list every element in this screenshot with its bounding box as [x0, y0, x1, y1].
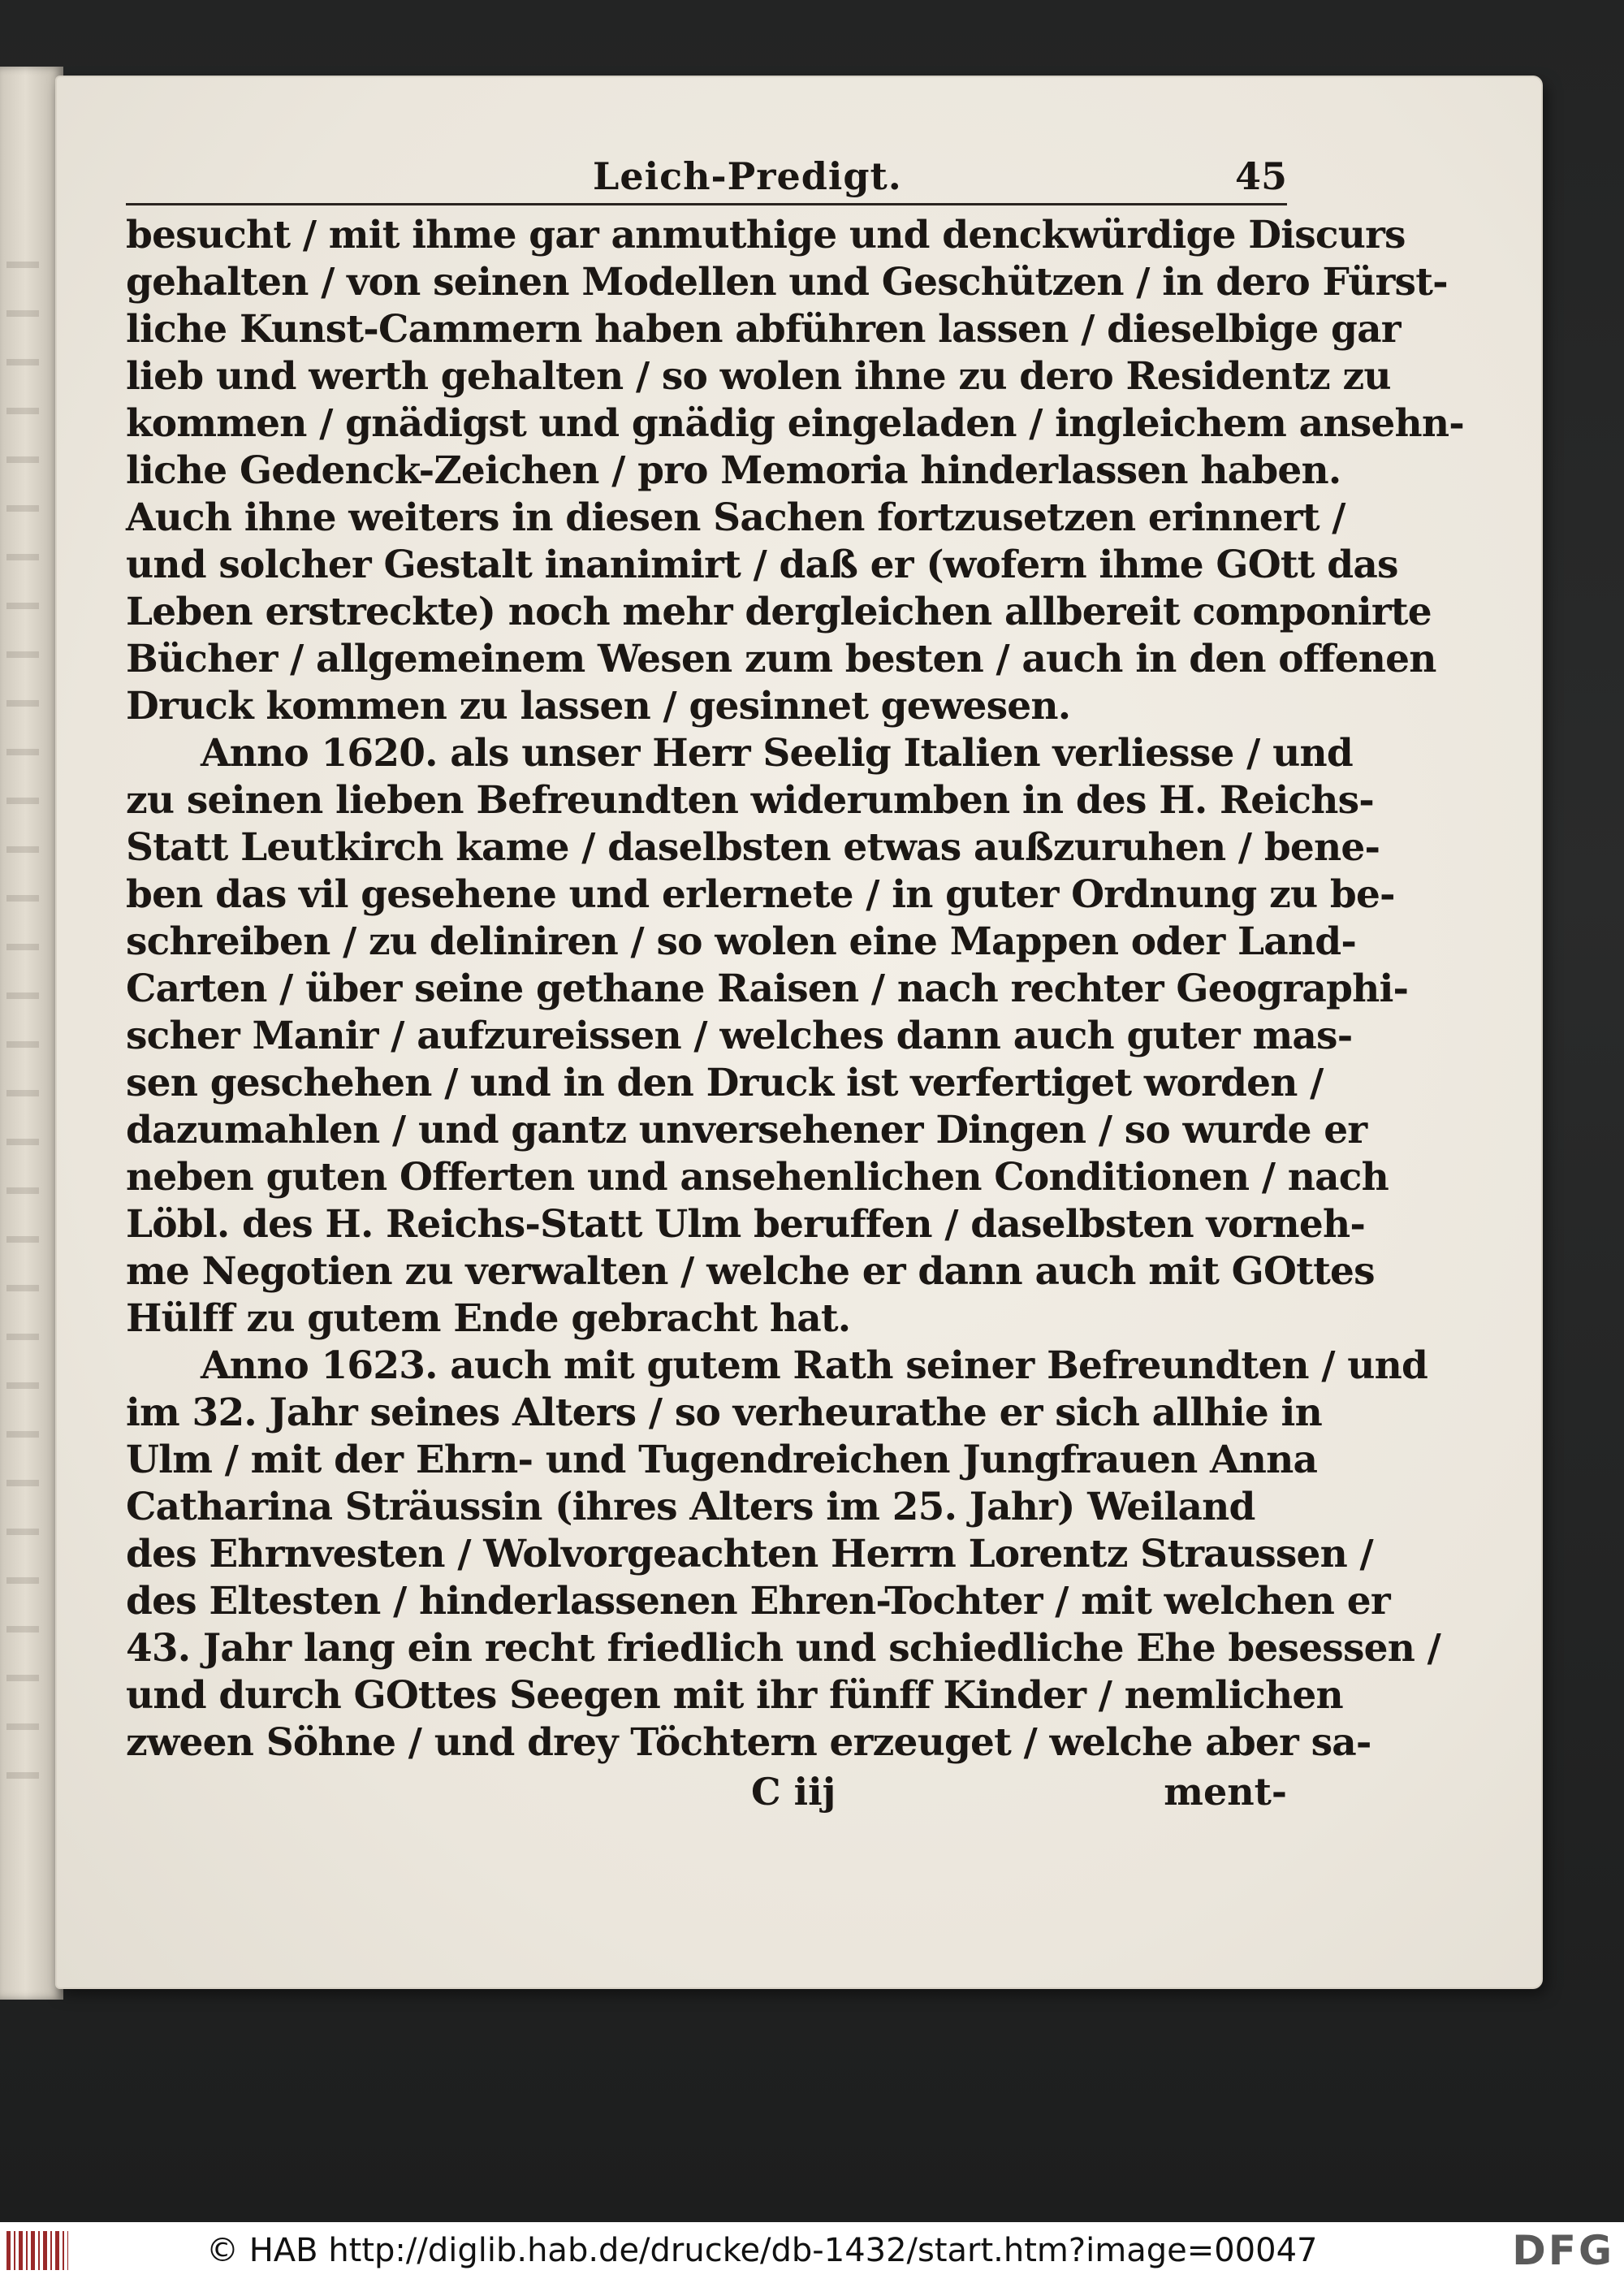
text-line: Carten / über seine gethane Raisen / nach rechter Geographi- [126, 967, 1409, 1011]
text-line: Leben erstreckte) noch mehr dergleichen allbereit componirte [126, 590, 1432, 634]
book-page [57, 77, 1541, 1987]
text-line: kommen / gnädigst und gnädig eingeladen / ingleichem ansehn- [126, 401, 1464, 446]
catchword: ment- [1164, 1770, 1287, 1814]
body-text [126, 212, 1464, 1767]
text-line: liche Gedenck-Zeichen / pro Memoria hinderlassen haben. [126, 448, 1341, 493]
copyright-credit: © HAB http://diglib.hab.de/drucke/db-1432/start.htm?image=00047 [206, 2232, 1318, 2269]
text-line: Anno 1620. als unser Herr Seelig Italien verliesse / und [201, 731, 1353, 776]
barcode-icon [6, 2231, 68, 2270]
text-line: zu seinen lieben Befreundten widerumben in des H. Reichs- [126, 778, 1374, 823]
copyright-bar [0, 2222, 1624, 2279]
text-line: des Eltesten / hinderlassenen Ehren-Tochter / mit welchen er [126, 1579, 1390, 1624]
text-line: schreiben / zu deliniren / so wolen eine Mappen oder Land- [126, 919, 1357, 964]
text-line: Anno 1623. auch mit gutem Rath seiner Befreundten / und [201, 1343, 1428, 1388]
text-line: me Negotien zu verwalten / welche er dann auch mit GOttes [126, 1249, 1375, 1294]
page-number: 45 [1234, 154, 1287, 198]
text-line: Bücher / allgemeinem Wesen zum besten / auch in den offenen [126, 637, 1436, 681]
page-footer [126, 1770, 1287, 1815]
text-line: und solcher Gestalt inanimirt / daß er (wofern ihme GOtt das [126, 543, 1398, 587]
text-line: im 32. Jahr seines Alters / so verheurathe er sich allhie in [126, 1390, 1322, 1435]
text-line: liche Kunst-Cammern haben abführen lassen / dieselbige gar [126, 307, 1401, 352]
page-header [126, 154, 1287, 205]
text-line: lieb und werth gehalten / so wolen ihne zu dero Residentz zu [126, 354, 1391, 399]
text-line: zween Söhne / und drey Töchtern erzeuget / welche aber sa- [126, 1720, 1371, 1765]
text-block [126, 154, 1464, 1815]
text-line: Druck kommen zu lassen / gesinnet gewesen. [126, 684, 1071, 729]
text-line: Hülff zu gutem Ende gebracht hat. [126, 1296, 851, 1341]
previous-page-edge [0, 67, 63, 2000]
text-line: ben das vil gesehene und erlernete / in guter Ordnung zu be- [126, 872, 1395, 917]
text-line: besucht / mit ihme gar anmuthige und denckwürdige Discurs [126, 213, 1406, 257]
text-line: dazumahlen / und gantz unversehener Dingen / so wurde er [126, 1108, 1367, 1152]
signature-mark: C iij [751, 1770, 836, 1814]
text-line: und durch GOttes Seegen mit ihr fünff Kinder / nemlichen [126, 1673, 1343, 1718]
text-line: Auch ihne weiters in diesen Sachen fortzusetzen erinnert / [126, 495, 1345, 540]
text-line: gehalten / von seinen Modellen und Geschützen / in dero Fürst- [126, 260, 1448, 305]
previous-page-text-edge [6, 262, 39, 1805]
text-line: 43. Jahr lang ein recht friedlich und schiedliche Ehe besessen / [126, 1626, 1441, 1671]
text-line: Ulm / mit der Ehrn- und Tugendreichen Jungfrauen Anna [126, 1438, 1318, 1482]
dfg-logo: DFG [1512, 2227, 1614, 2274]
text-line: Löbl. des H. Reichs-Statt Ulm beruffen / daselbsten vorneh- [126, 1202, 1366, 1247]
text-line: scher Manir / aufzureissen / welches dann auch guter mas- [126, 1014, 1353, 1058]
text-line: sen geschehen / und in den Druck ist verfertiget worden / [126, 1061, 1324, 1105]
running-head: Leich-Predigt. [593, 154, 902, 198]
text-line: Statt Leutkirch kame / daselbsten etwas außzuruhen / bene- [126, 825, 1380, 870]
text-line: des Ehrnvesten / Wolvorgeachten Herrn Lorentz Straussen / [126, 1532, 1373, 1576]
text-line: Catharina Sträussin (ihres Alters im 25. Jahr) Weiland [126, 1485, 1255, 1529]
text-line: neben guten Offerten und ansehenlichen Conditionen / nach [126, 1155, 1389, 1200]
